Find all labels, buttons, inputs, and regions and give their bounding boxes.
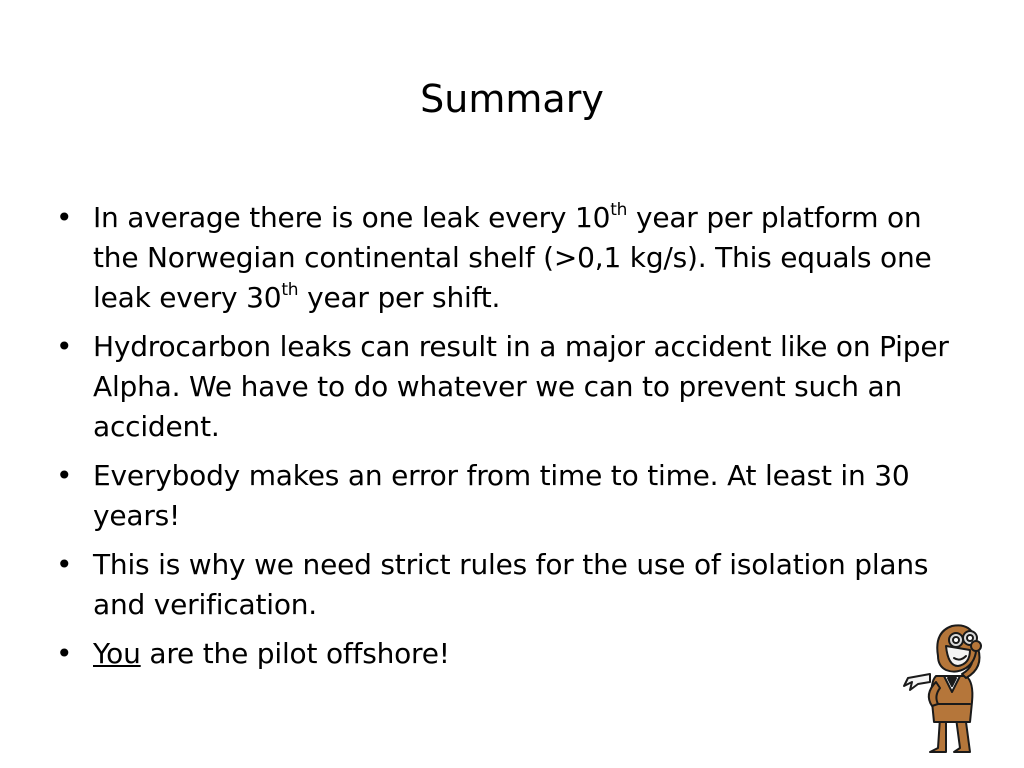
- slide-title: Summary: [420, 77, 604, 121]
- bullet-text: Everybody makes an error from time to time. At least in 30 years!: [93, 459, 910, 532]
- right-goggle-lens: [967, 635, 973, 641]
- bullet-marker: •: [56, 459, 73, 492]
- right-leg-shape: [954, 718, 970, 752]
- bullet-item: [52, 198, 952, 318]
- bullet-text: Hydrocarbon leaks can result in a major accident like on Piper Alpha. We have to do whatever we can to prevent such an accident.: [93, 330, 949, 443]
- bullet-marker: •: [56, 201, 73, 234]
- superscript: th: [281, 280, 299, 301]
- pilot-character-icon: [890, 612, 1000, 758]
- left-leg-shape: [930, 718, 946, 752]
- scarf-shape: [904, 674, 930, 690]
- bullet-text: are the pilot offshore!: [140, 637, 450, 670]
- bullet-list: [52, 198, 952, 683]
- hand-shape: [971, 641, 981, 651]
- bullet-item: [52, 327, 952, 447]
- bullet-marker: •: [56, 330, 73, 363]
- bullet-text: year per platform on the Norwegian continental shelf (>0,1 kg/s). This equals one leak every 30: [93, 201, 932, 314]
- left-goggle-lens: [953, 637, 959, 643]
- bullet-text: In average there is one leak every 10: [93, 201, 611, 234]
- bullet-marker: •: [56, 637, 73, 670]
- bullet-item: [52, 456, 952, 536]
- underlined-word: You: [93, 637, 141, 670]
- superscript: th: [610, 200, 628, 221]
- bullet-item: [52, 545, 952, 625]
- bullet-marker: •: [56, 548, 73, 581]
- bullet-text: This is why we need strict rules for the use of isolation plans and verification.: [93, 548, 929, 621]
- bullet-text: year per shift.: [298, 281, 501, 314]
- bullet-item: [52, 634, 952, 674]
